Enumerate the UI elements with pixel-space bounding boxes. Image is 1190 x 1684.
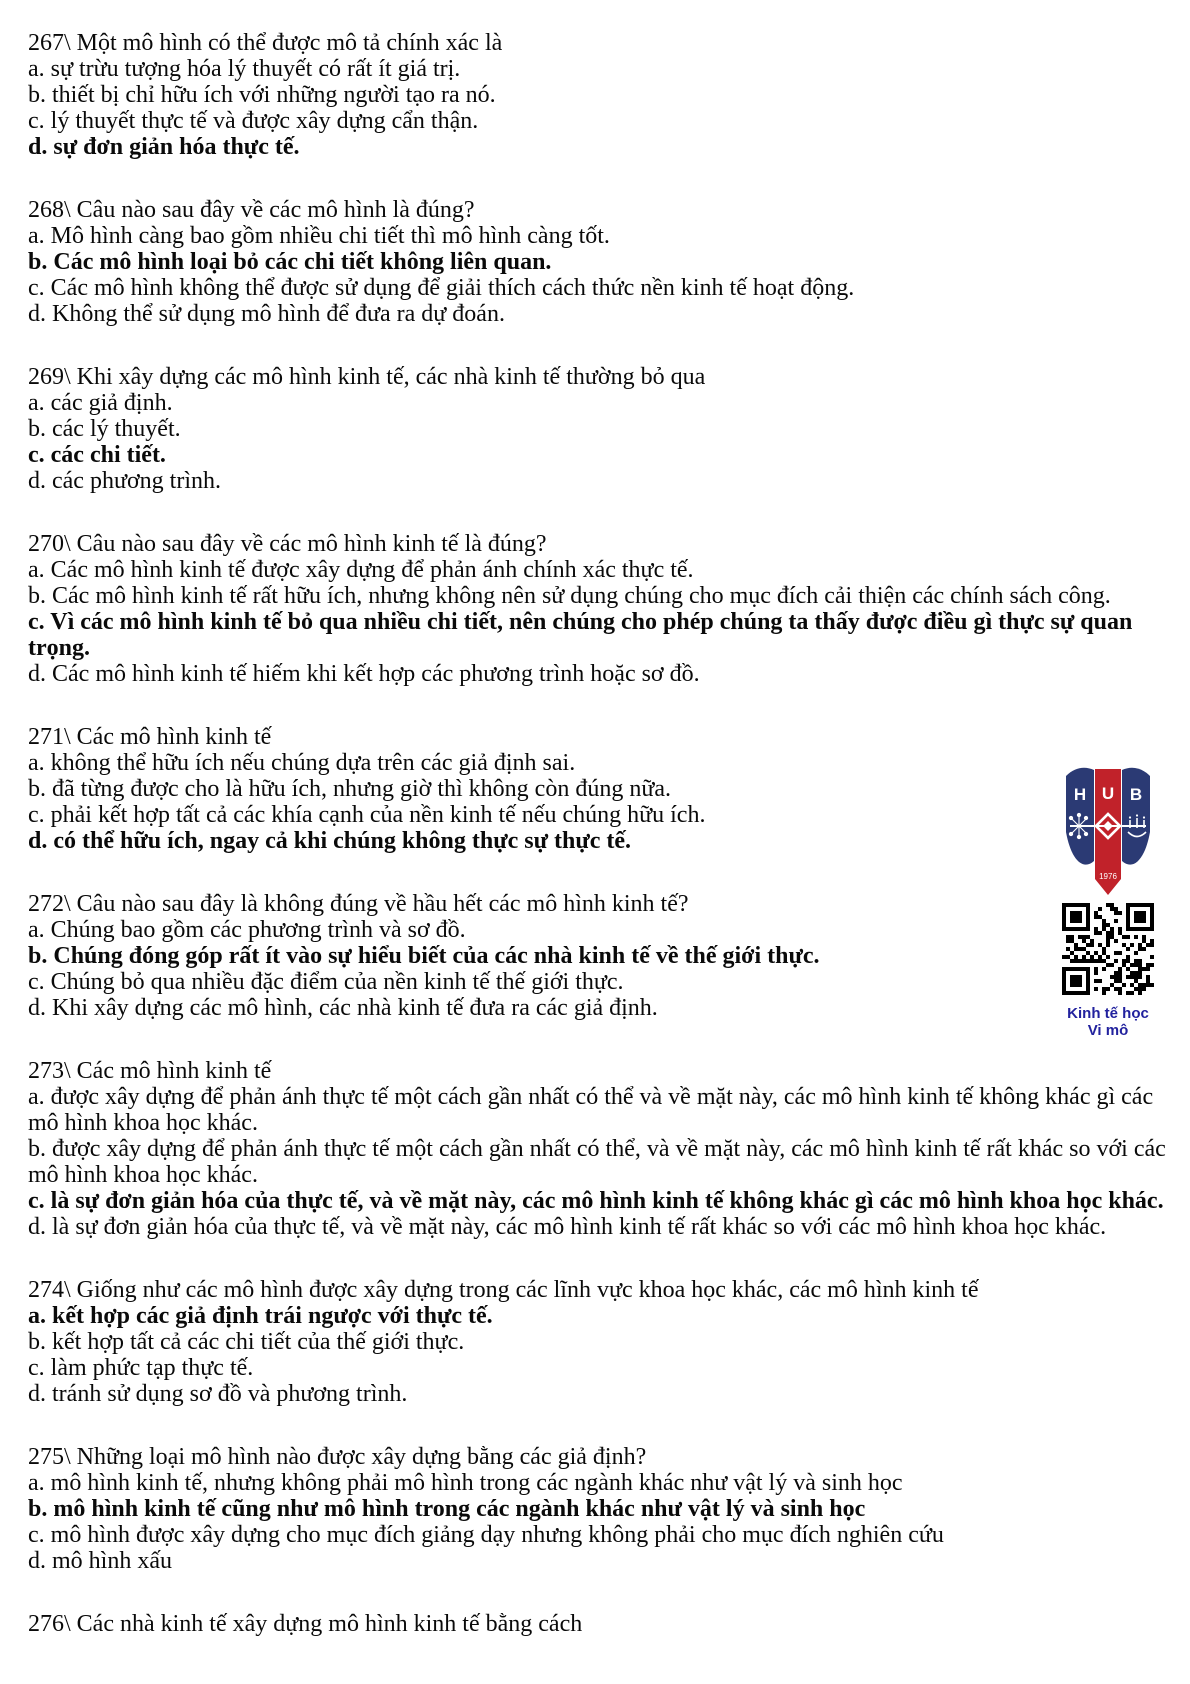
option-label: c. [28,275,45,301]
option-text: Khi xây dựng các mô hình, các nhà kinh tế đưa ra các giả định. [52,995,658,1021]
option-line [28,1496,1168,1522]
option-label: b. [28,1329,46,1355]
option-label: b. [28,82,46,108]
branding-rail [1058,762,1158,1039]
question-number: 274\ [28,1277,71,1303]
option-line [28,1329,1168,1355]
option-label: b. [28,416,46,442]
logo-letter-b: B [1129,785,1143,804]
option-line [28,750,1168,776]
option-line [28,995,1168,1021]
option-line [28,1548,1168,1574]
option-text: Chúng đóng góp rất ít vào sự hiểu biết của các nhà kinh tế về thế giới thực. [53,943,820,969]
question-block [28,1058,1168,1240]
option-line [28,1136,1168,1188]
option-line [28,56,1168,82]
question-header [28,197,1168,223]
option-text: mô hình kinh tế cũng như mô hình trong các ngành khác như vật lý và sinh học [53,1496,866,1522]
option-line [28,1470,1168,1496]
question-number: 276\ [28,1611,71,1637]
caption-subject: Kinh tế học [1067,1005,1149,1022]
option-label: a. [28,223,45,249]
question-header [28,364,1168,390]
option-text: lý thuyết thực tế và được xây dựng cẩn thận. [50,108,479,134]
logo-year: 1976 [1099,872,1117,881]
option-text: là sự đơn giản hóa của thực tế, và về mặt này, các mô hình kinh tế không khác gì các mô hình khoa học khác. [50,1188,1164,1214]
option-text: đã từng được cho là hữu ích, nhưng giờ thì không còn đúng nữa. [52,776,671,802]
question-number: 269\ [28,364,71,390]
question-header [28,1611,1168,1637]
qr-code-icon [1062,903,1154,995]
option-line [28,583,1168,609]
option-text: các chi tiết. [50,442,166,468]
option-text: Vì các mô hình kinh tế bỏ qua nhiều chi tiết, nên chúng cho phép chúng ta thấy được điều gì thực sự quan trọng. [28,609,1133,661]
option-text: được xây dựng để phản ánh thực tế một cách gần nhất có thể và về mặt này, các mô hình kinh tế không khác gì các mô hình khoa học khác. [28,1084,1154,1136]
option-line [28,390,1168,416]
question-header [28,531,1168,557]
option-line [28,802,1168,828]
option-text: sự đơn giản hóa thực tế. [53,134,300,160]
option-text: Chúng bao gồm các phương trình và sơ đồ. [50,917,466,943]
question-prompt: Khi xây dựng các mô hình kinh tế, các nhà kinh tế thường bỏ qua [76,364,706,390]
option-label: b. [28,583,46,609]
option-text: là sự đơn giản hóa của thực tế, và về mặt này, các mô hình kinh tế rất khác so với các mô hình khoa học khác. [52,1214,1107,1240]
option-line [28,943,1168,969]
option-label: a. [28,1470,45,1496]
question-block [28,724,1168,854]
option-label: d. [28,1381,46,1407]
option-text: được xây dựng để phản ánh thực tế một cách gần nhất có thể, và về mặt này, các mô hình kinh tế rất khác so với các mô hình khoa học khác. [28,1136,1166,1188]
question-header [28,1058,1168,1084]
option-text: Không thể sử dụng mô hình để đưa ra dự đoán. [52,301,505,327]
question-prompt: Các mô hình kinh tế [76,724,272,750]
option-line [28,1381,1168,1407]
question-header [28,1444,1168,1470]
option-label: b. [28,776,46,802]
question-block [28,1444,1168,1574]
option-text: kết hợp các giả định trái ngược với thực tế. [52,1303,493,1329]
option-line [28,1188,1168,1214]
option-label: c. [28,969,45,995]
option-text: mô hình kinh tế, nhưng không phải mô hình trong các ngành khác như vật lý và sinh học [50,1470,903,1496]
question-prompt: Các mô hình kinh tế [76,1058,272,1084]
option-label: d. [28,1214,46,1240]
question-number: 268\ [28,197,71,223]
option-label: a. [28,56,45,82]
option-text: Các mô hình không thể được sử dụng để giải thích cách thức nền kinh tế hoạt động. [50,275,855,301]
option-line [28,661,1168,687]
option-label: a. [28,1303,46,1329]
option-line [28,275,1168,301]
option-line [28,442,1168,468]
option-label: d. [28,995,46,1021]
question-number: 275\ [28,1444,71,1470]
caption-level: Vi mô [1087,1022,1129,1039]
option-text: tránh sử dụng sơ đồ và phương trình. [52,1381,408,1407]
option-label: c. [28,108,45,134]
question-block [28,197,1168,327]
option-line [28,249,1168,275]
question-prompt: Giống như các mô hình được xây dựng trong các lĩnh vực khoa học khác, các mô hình kinh tế [76,1277,979,1303]
option-label: a. [28,1084,45,1110]
question-block [28,1277,1168,1407]
logo-letter-h: H [1073,785,1087,804]
question-header [28,891,1168,917]
option-label: c. [28,1355,45,1381]
question-number: 272\ [28,891,71,917]
option-text: Các mô hình kinh tế rất hữu ích, nhưng không nên sử dụng chúng cho mục đích cải thiện các chính sách công. [52,583,1111,609]
option-text: không thể hữu ích nếu chúng dựa trên các giả định sai. [50,750,576,776]
option-line [28,609,1168,661]
logo-letter-u: U [1101,784,1115,803]
question-header [28,1277,1168,1303]
option-text: các phương trình. [52,468,221,494]
question-prompt: Các nhà kinh tế xây dựng mô hình kinh tế bằng cách [76,1611,583,1637]
question-header [28,724,1168,750]
option-label: d. [28,468,46,494]
option-line [28,557,1168,583]
option-line [28,1084,1168,1136]
option-line [28,468,1168,494]
option-line [28,917,1168,943]
option-label: c. [28,802,45,828]
option-label: b. [28,1136,46,1162]
option-label: b. [28,943,48,969]
question-list [28,30,1168,1674]
option-label: d. [28,661,46,687]
option-text: Chúng bỏ qua nhiều đặc điểm của nền kinh tế thế giới thực. [50,969,624,995]
question-prompt: Câu nào sau đây về các mô hình là đúng? [76,197,475,223]
question-number: 270\ [28,531,71,557]
question-number: 271\ [28,724,71,750]
question-block [28,364,1168,494]
option-label: b. [28,249,48,275]
question-number: 267\ [28,30,71,56]
option-label: d. [28,301,46,327]
question-block [28,531,1168,687]
option-label: d. [28,1548,46,1574]
question-number: 273\ [28,1058,71,1084]
option-text: phải kết hợp tất cả các khía cạnh của nền kinh tế nếu chúng hữu ích. [50,802,706,828]
option-label: a. [28,917,45,943]
option-label: c. [28,1188,45,1214]
question-prompt: Một mô hình có thể được mô tả chính xác là [76,30,503,56]
option-line [28,108,1168,134]
question-prompt: Câu nào sau đây về các mô hình kinh tế là đúng? [76,531,547,557]
option-line [28,1303,1168,1329]
option-text: mô hình được xây dựng cho mục đích giảng dạy nhưng không phải cho mục đích nghiên cứu [50,1522,944,1548]
option-text: Các mô hình kinh tế được xây dựng để phản ánh chính xác thực tế. [50,557,694,583]
option-text: Các mô hình kinh tế hiếm khi kết hợp các phương trình hoặc sơ đồ. [52,661,700,687]
option-text: các lý thuyết. [52,416,181,442]
option-line [28,82,1168,108]
question-header [28,30,1168,56]
option-line [28,301,1168,327]
option-line [28,134,1168,160]
question-block [28,30,1168,160]
option-label: d. [28,134,48,160]
option-text: Mô hình càng bao gồm nhiều chi tiết thì mô hình càng tốt. [50,223,610,249]
option-line [28,416,1168,442]
option-label: c. [28,609,45,635]
option-label: a. [28,390,45,416]
option-text: sự trừu tượng hóa lý thuyết có rất ít giá trị. [50,56,461,82]
option-text: Các mô hình loại bỏ các chi tiết không liên quan. [53,249,552,275]
option-text: có thể hữu ích, ngay cả khi chúng không thực sự thực tế. [53,828,632,854]
option-label: c. [28,442,45,468]
question-prompt: Những loại mô hình nào được xây dựng bằng các giả định? [76,1444,647,1470]
hub-university-logo-icon [1063,762,1153,897]
question-block [28,891,1168,1021]
option-line [28,1522,1168,1548]
option-label: a. [28,557,45,583]
course-caption [1058,1005,1158,1039]
option-text: các giả định. [50,390,173,416]
option-label: b. [28,1496,48,1522]
option-line [28,776,1168,802]
option-text: kết hợp tất cả các chi tiết của thế giới thực. [52,1329,465,1355]
option-label: a. [28,750,45,776]
option-line [28,969,1168,995]
option-line [28,828,1168,854]
option-label: c. [28,1522,45,1548]
question-block [28,1611,1168,1637]
option-line [28,1214,1168,1240]
option-label: d. [28,828,48,854]
option-line [28,1355,1168,1381]
option-line [28,223,1168,249]
option-text: mô hình xấu [52,1548,172,1574]
option-text: thiết bị chỉ hữu ích với những người tạo ra nó. [52,82,496,108]
option-text: làm phức tạp thực tế. [50,1355,254,1381]
question-prompt: Câu nào sau đây là không đúng về hầu hết các mô hình kinh tế? [76,891,689,917]
